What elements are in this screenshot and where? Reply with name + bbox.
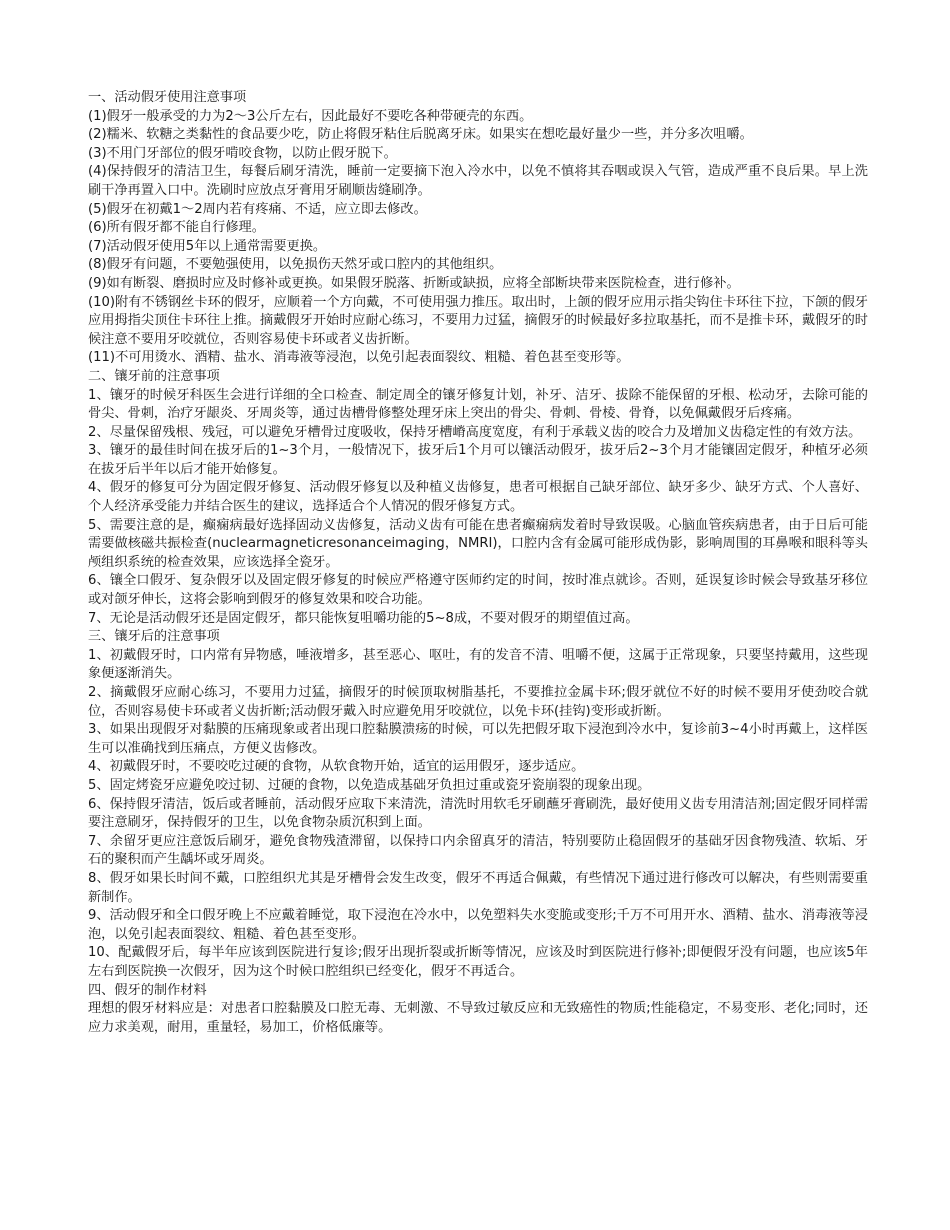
paragraph: (9)如有断裂、磨损时应及时修补或更换。如果假牙脱落、折断或缺损，应将全部断块带来医院检查，进行修补。 — [88, 275, 740, 291]
paragraph: 6、保持假牙清洁，饭后或者睡前，活动假牙应取下来清洗，清洗时用软毛牙刷蘸牙膏刷洗，最好使用义齿专用清洁剂;固定假牙同样需要注意刷牙，保持假牙的卫生，以免食物杂质沉积到上面。 — [88, 796, 868, 831]
section-heading: 一、活动假牙使用注意事项 — [88, 90, 247, 105]
paragraph: 4、假牙的修复可分为固定假牙修复、活动假牙修复以及种植义齿修复，患者可根据自己缺牙部位、缺牙多少、缺牙方式、个人喜好、个人经济承受能力并结合医生的建议，选择适合个人情况的假牙修复方式。 — [88, 480, 868, 515]
paragraph: 2、尽量保留残根、残冠，可以避免牙槽骨过度吸收，保持牙槽嵴高度宽度，有利于承载义齿的咬合力及增加义齿稳定性的有效方法。 — [88, 424, 862, 440]
paragraph: 2、摘戴假牙应耐心练习，不要用力过猛，摘假牙的时候顶取树脂基托，不要推拉金属卡环;假牙就位不好的时候不要用牙使劲咬合就位，否则容易使卡环或者义齿折断;活动假牙戴入时应避免用牙咬就位，以免卡环(挂钩)变形或折断。 — [88, 685, 868, 719]
paragraph: (7)活动假牙使用5年以上通常需要更换。 — [88, 238, 327, 254]
paragraph: (10)附有不锈钢丝卡环的假牙，应顺着一个方向戴，不可使用强力推压。取出时，上颌的假牙应用示指尖钩住卡环往下拉，下颌的假牙应用拇指尖顶住卡环往上推。摘戴假牙开始时应耐心练习，不要用力过猛，摘假牙的时候最好多拉取基托，而不是推卡环，戴假牙的时候注意不要用牙咬就位，否则容易使卡环或者义齿折断。 — [88, 294, 868, 347]
paragraph: (2)糯米、软糖之类黏性的食品要少吃，防止将假牙粘住后脱离牙床。如果实在想吃最好量少一些，并分多次咀嚼。 — [88, 127, 753, 143]
document-body — [88, 89, 868, 1037]
paragraph: 3、如果出现假牙对黏膜的压痛现象或者出现口腔黏膜溃疡的时候，可以先把假牙取下浸泡到冷水中，复诊前3~4小时再戴上，这样医生可以准确找到压痛点，方便义齿修改。 — [88, 722, 868, 756]
paragraph: 9、活动假牙和全口假牙晚上不应戴着睡觉，取下浸泡在冷水中，以免塑料失水变脆或变形;千万不可用开水、酒精、盐水、消毒液等浸泡，以免引起表面裂纹、粗糙、着色甚至变形。 — [88, 908, 868, 942]
paragraph: (4)保持假牙的清洁卫生，每餐后刷牙清洗，睡前一定要摘下泡入冷水中，以免不慎将其吞咽或误入气管，造成严重不良后果。早上洗刷干净再置入口中。洗刷时应放点牙膏用牙刷顺齿缝刷净。 — [88, 164, 868, 198]
paragraph: 5、固定烤瓷牙应避免咬过韧、过硬的食物，以免造成基础牙负担过重或瓷牙瓷崩裂的现象出现。 — [88, 777, 651, 793]
paragraph: 7、余留牙更应注意饭后刷牙，避免食物残渣滞留，以保持口内余留真牙的清洁，特别要防止稳固假牙的基础牙因食物残渣、软垢、牙石的聚积而产生龋坏或牙周炎。 — [88, 833, 868, 868]
paragraph: 6、镶全口假牙、复杂假牙以及固定假牙修复的时候应严格遵守医师约定的时间，按时准点就诊。否则，延误复诊时候会导致基牙移位或对颌牙伸长，这将会影响到假牙的修复效果和咬合功能。 — [88, 573, 868, 608]
paragraph: (3)不用门牙部位的假牙啃咬食物，以防止假牙脱下。 — [88, 145, 397, 161]
section-heading: 二、镶牙前的注意事项 — [88, 368, 220, 384]
paragraph: (11)不可用烫水、酒精、盐水、消毒液等浸泡，以免引起表面裂纹、粗糙、着色甚至变形等。 — [88, 350, 630, 366]
paragraph: 4、初戴假牙时，不要咬吃过硬的食物，从软食物开始，适宜的运用假牙，逐步适应。 — [88, 759, 585, 775]
paragraph: 1、初戴假牙时，口内常有异物感，唾液增多，甚至恶心、呕吐，有的发音不清、咀嚼不便，这属于正常现象，只要坚持戴用，这些现象便逐渐消失。 — [88, 647, 868, 682]
paragraph: 8、假牙如果长时间不戴，口腔组织尤其是牙槽骨会发生改变，假牙不再适合佩戴，有些情况下通过进行修改可以解决，有些则需要重新制作。 — [88, 870, 868, 905]
paragraph: 3、镶牙的最佳时间在拔牙后的1~3个月，一般情况下，拔牙后1个月可以镶活动假牙，拔牙后2~3个月才能镶固定假牙，种植牙必须在拔牙后半年以后才能开始修复。 — [88, 443, 868, 477]
paragraph: 理想的假牙材料应是：对患者口腔黏膜及口腔无毒、无刺激、不导致过敏反应和无致癌性的物质;性能稳定，不易变形、老化;同时，还应力求美观，耐用，重量轻，易加工，价格低廉等。 — [88, 1001, 868, 1035]
paragraph: (5)假牙在初戴1～2周内若有疼痛、不适，应立即去修改。 — [88, 201, 427, 217]
paragraph: (1)假牙一般承受的力为2～3公斤左右，因此最好不要吃各种带硬壳的东西。 — [88, 108, 533, 124]
paragraph: 5、需要注意的是，癫痫病最好选择固动义齿修复，活动义齿有可能在患者癫痫病发着时导致误吸。心脑血管疾病患者，由于日后可能需要做核磁共振检查(nuclearmagneticresonanceimaging，NMRI)，口腔内含有金属可能形成伪影，影响周围的耳鼻喉和眼科等头颅组织系统的检查效果，应该选择全瓷牙。 — [88, 517, 868, 570]
section-heading: 四、假牙的制作材料 — [88, 982, 207, 998]
paragraph: 10、配戴假牙后，每半年应该到医院进行复诊;假牙出现折裂或折断等情况，应该及时到医院进行修补;即便假牙没有问题，也应该5年左右到医院换一次假牙，因为这个时候口腔组织已经变化，假牙不再适合。 — [88, 945, 868, 979]
paragraph: 1、镶牙的时候牙科医生会进行详细的全口检查、制定周全的镶牙修复计划，补牙、洁牙、拔除不能保留的牙根、松动牙，去除可能的骨尖、骨刺，治疗牙龈炎、牙周炎等，通过齿槽骨修整处理牙床上突出的骨尖、骨刺、骨棱、骨脊，以免佩戴假牙后疼痛。 — [88, 387, 868, 422]
paragraph: 7、无论是活动假牙还是固定假牙，都只能恢复咀嚼功能的5~8成，不要对假牙的期望值过高。 — [88, 610, 639, 626]
paragraph: (6)所有假牙都不能自行修理。 — [88, 220, 265, 236]
paragraph: (8)假牙有问题，不要勉强使用，以免损伤天然牙或口腔内的其他组织。 — [88, 257, 503, 273]
section-heading: 三、镶牙后的注意事项 — [88, 629, 220, 645]
